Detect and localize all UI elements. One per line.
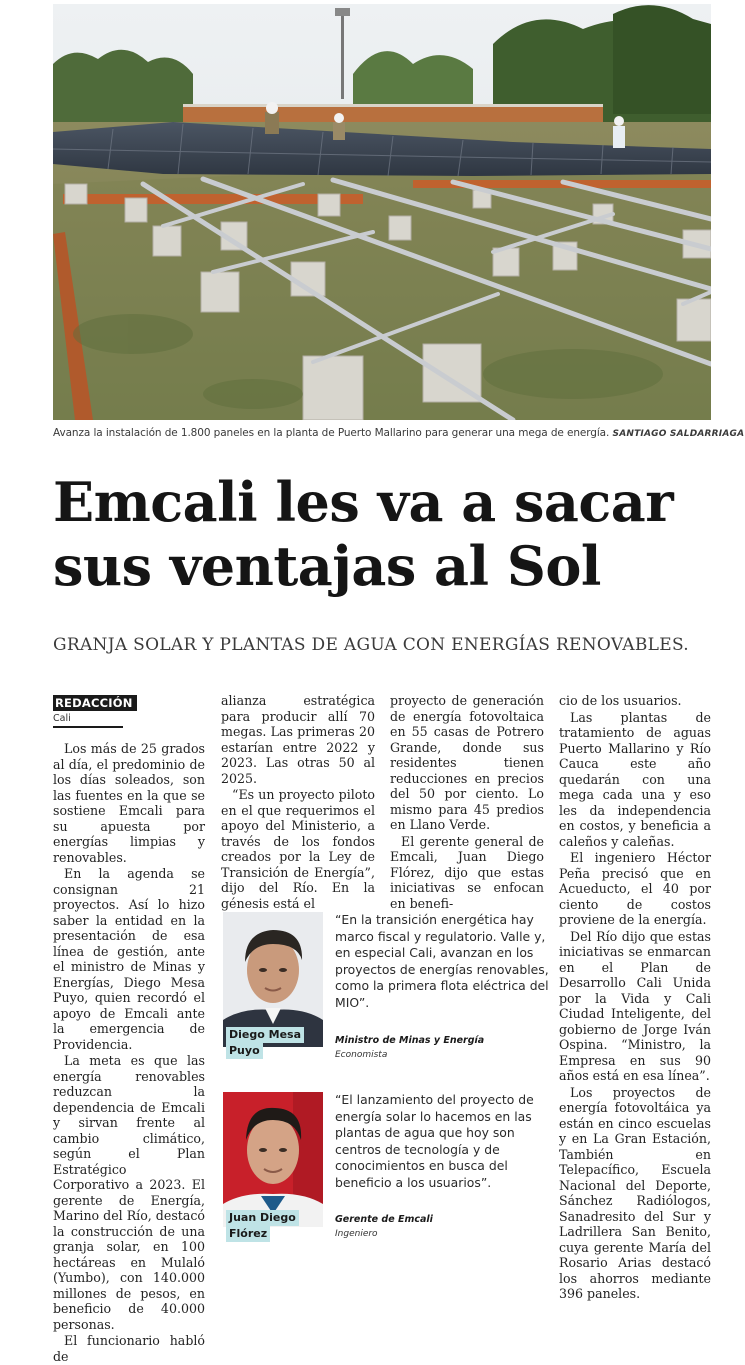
paragraph: El ingeniero Héctor Peña precisó que en Acueducto, el 40 por ciento de costos proviene de la energía. — [559, 850, 711, 927]
quote-text: “En la transición energética hay marco fiscal y regulatorio. Valle y, en especial Cali, avanzan en los proyectos de energías renovables, como la primera flota eléctrica del MIO”. — [335, 912, 549, 1010]
paragraph: cio de los usuarios. — [559, 693, 682, 708]
headline-line-1: Emcali les va a sacar — [53, 470, 674, 534]
quote-role: Ministro de Minas y Energía — [335, 1035, 485, 1046]
name-tag: Diego Mesa Puyo — [226, 1027, 304, 1059]
article-column-4 — [559, 693, 711, 1303]
article-column-2 — [221, 693, 375, 912]
byline-name: REDACCIÓN — [53, 695, 137, 711]
quote-box-mesa — [223, 912, 553, 1062]
paragraph: Los más de 25 grados al día, el predominio de los días soleados, son las fuentes en la que se sostiene Emcali para su apuesta por energías limpias y renovables. — [53, 741, 205, 865]
paragraph: El gerente general de Emcali, Juan Diego Flórez, dijo que estas iniciativas se enfocan en benefi- — [390, 833, 544, 911]
article-column-3 — [390, 693, 544, 912]
paragraph: Los proyectos de energía fotovoltáica ya están en cinco escuelas y en La Gran Estación, También en Telepacífico, Escuela Nacional del Deporte, Sánchez Radiólogos, Sanadresito del Sur y Ladrillera San Benito, cuya gerente María del Rosario Arias destacó los ahorros mediante 396 paneles. — [559, 1084, 711, 1301]
photo-caption: Avanza la instalación de 1.800 paneles en la planta de Puerto Mallarino para generar una mega de energía. SANTIAGO SALDARRIAGA — [53, 427, 745, 439]
byline — [53, 692, 137, 728]
quote-role: Gerente de Emcali — [335, 1214, 433, 1225]
paragraph: Las plantas de tratamiento de aguas Puerto Mallarino y Río Cauca este año quedarán con una mega cada una y eso les da independencia en costos, y beneficia a caleños y caleñas. — [559, 709, 711, 849]
paragraph: El funcionario habló de — [53, 1333, 205, 1364]
name-tag: Juan Diego Flórez — [226, 1210, 299, 1242]
quote-profession: Economista — [335, 1050, 388, 1060]
paragraph: La meta es que las energía renovables reduzcan la dependencia de Emcali y sirvan frente al cambio climático, según el Plan Estratégico Corporativo a 2023. El gerente de Energía, Marino del Río, destacó la construcción de una granja solar, en 100 hectáreas en Mulaló (Yumbo), con 140.000 millones de pesos, en beneficio de 40.000 personas. — [53, 1053, 205, 1332]
paragraph: “Es un proyecto piloto en el que requerimos el apoyo del Ministerio, a través de los fondos creados por la Ley de Transición de Energía”, dijo del Río. En la génesis está el — [221, 787, 375, 911]
article-column-1 — [53, 741, 205, 1365]
subheadline: GRANJA SOLAR Y PLANTAS DE AGUA CON ENERGÍAS RENOVABLES. — [53, 635, 690, 655]
paragraph: alianza estratégica para producir allí 70 megas. Las primeras 20 estarían entre 2022 y 2023. Las otras 50 al 2025. — [221, 693, 375, 786]
paragraph: proyecto de generación de energía fotovoltaica en 55 casas de Potrero Grande, donde sus residentes tienen reducciones en precios del 50 por ciento. Lo mismo para 45 predios en Llano Verde. — [390, 693, 544, 832]
headline — [53, 470, 723, 598]
portrait-juan-diego-florez — [223, 1092, 323, 1227]
solar-farm-photo — [53, 4, 711, 420]
paragraph: Del Río dijo que estas iniciativas se enmarcan en el Plan de Desarrollo Cali Unida por la Vida y Cali Ciudad Inteligente, del gobierno de Jorge Iván Ospina. “Ministro, la Empresa en sus 90 años está en esa línea”. — [559, 928, 711, 1083]
paragraph: En la agenda se consignan 21 proyectos. Así lo hizo saber la entidad en la presentación de esa línea de gestión, ante el ministro de Minas y Energías, Diego Mesa Puyo, quien recordó el apoyo de Emcali ante la emergencia de Providencia. — [53, 866, 205, 1052]
photo-credit: SANTIAGO SALDARRIAGA — [612, 429, 745, 439]
quote-box-florez — [223, 1092, 553, 1242]
quote-profession: Ingeniero — [335, 1229, 378, 1239]
byline-city: Cali — [53, 713, 123, 728]
quote-text: “El lanzamiento del proyecto de energía solar lo hacemos en las plantas de agua que hoy son centros de tecnología y de conocimientos en busca del beneficio a los usuarios”. — [335, 1092, 534, 1190]
headline-line-2: sus ventajas al Sol — [53, 534, 601, 598]
